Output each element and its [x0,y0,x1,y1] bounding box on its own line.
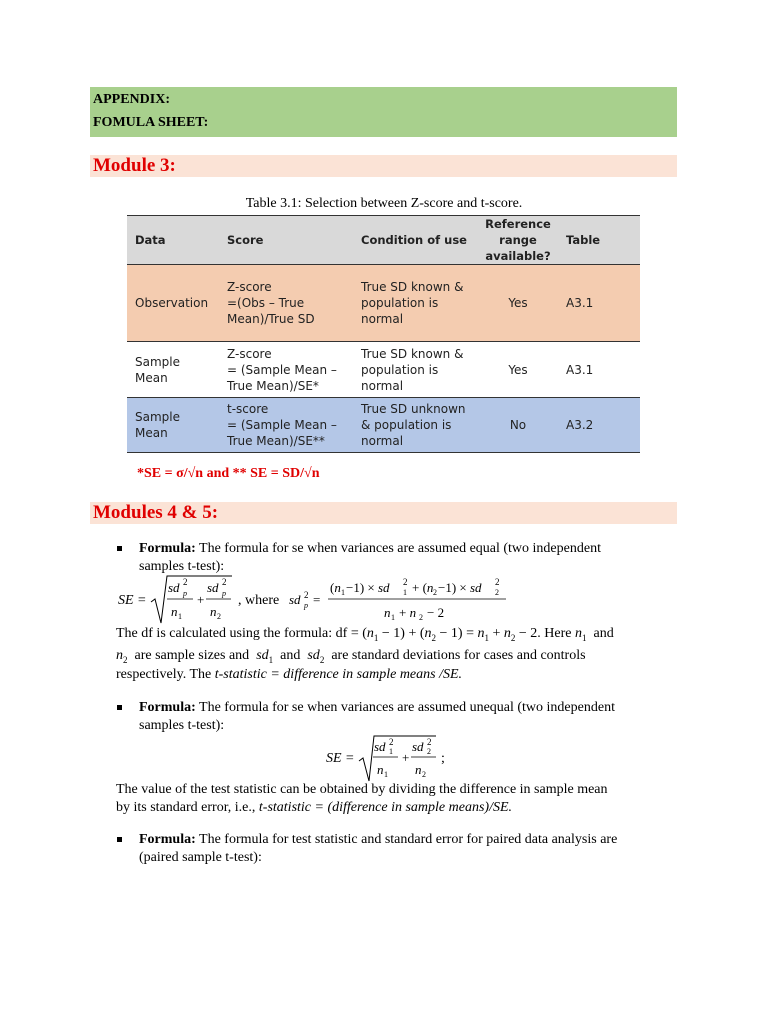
test-statistic-paragraph [116,781,686,817]
t-statistic-text: t-statistic = difference in sample means /SE. [214,667,463,682]
svg-text:2: 2 [183,577,188,587]
bullet1-text-line2: samples t-test): [139,559,225,574]
table-row [127,342,640,398]
svg-text:2: 2 [217,612,221,621]
bullet1-text-line1: The formula for se when variances are assumed equal (two independent [195,541,601,556]
cell-data: Observation [135,296,209,310]
svg-text:2: 2 [433,588,437,597]
svg-text:n: n [384,605,391,620]
svg-text:;: ; [441,751,445,766]
svg-text:sd: sd [412,739,424,754]
svg-text:n: n [377,762,384,777]
table-header-row [127,216,640,265]
appendix-title: APPENDIX: [93,92,170,107]
cell-table: A3.2 [566,418,594,432]
cell-condition: True SD known & population is normal [361,280,464,326]
header-condition: Condition of use [361,233,467,247]
pooled-se-formula [116,574,516,626]
formula-sheet-title: FOMULA SHEET: [93,115,209,130]
unpooled-se-formula [324,734,454,782]
cell-table: A3.1 [566,296,594,310]
cell-data: Sample Mean [135,354,180,385]
svg-text:2: 2 [422,770,426,779]
svg-text:2: 2 [419,613,423,622]
svg-text:2: 2 [495,588,499,597]
table-caption: Table 3.1: Selection between Z-score and t-score. [245,196,523,211]
cell-score: Z-score =(Obs – True Mean)/True SD [227,280,315,326]
and-text: and [280,648,301,663]
svg-text:sd: sd [207,580,219,595]
svg-text:+: + [402,750,410,765]
svg-text:1: 1 [178,612,182,621]
cell-data: Sample Mean [135,410,180,440]
svg-text:=: = [313,592,321,607]
cell-score: Z-score = (Sample Mean – True Mean)/SE* [227,346,337,393]
bullet3-text [139,831,684,867]
df-text: The df is calculated using the formula: df [116,626,348,641]
df-paragraph-line2: $n_2$ are sample sizes and $sd_1$ and $sd_2$ are standard deviations for cases and controls [116,648,586,665]
header-reference-line: Reference [485,217,551,231]
svg-text:2: 2 [389,737,394,747]
header-reference-line: range [499,233,537,247]
bullet2-label: Formula: [139,700,196,715]
svg-text:sd: sd [374,739,386,754]
svg-text:1: 1 [403,588,407,597]
bullet3-text-line1: The formula for test statistic and standard error for paired data analysis are [195,832,618,847]
bullet-marker [117,546,122,551]
cell-condition: True SD unknown & population is normal [361,402,466,448]
score-selection-table [127,215,640,453]
cell-reference: Yes [508,296,528,310]
svg-text:1: 1 [341,588,345,597]
se-lhs: SE = [118,593,147,608]
svg-text:2: 2 [427,747,431,756]
modules45-heading: Modules 4 & 5: [90,502,677,524]
svg-text:2: 2 [403,577,408,587]
std-dev-text: are standard deviations for cases and controls [331,648,586,663]
svg-text:p: p [222,589,226,598]
bullet3-text-line2: (paired sample t-test): [139,850,262,865]
sample-sizes-text: are sample sizes and [134,648,250,663]
cell-table: A3.1 [566,362,594,377]
header-reference-line: available? [485,249,551,263]
svg-text:2: 2 [304,590,309,600]
appendix-banner [90,87,677,137]
header-reference [478,216,558,265]
svg-text:+: + [197,592,205,607]
se-footnote: *SE = σ/√n and ** SE = SD/√n [137,466,320,481]
bullet-marker [117,705,122,710]
svg-text:1: 1 [384,770,388,779]
test-statistic-line2a: by its standard error, i.e., [116,800,259,815]
test-statistic-line1: The value of the test statistic can be obtained by dividing the difference in sample mean [116,782,608,797]
svg-text:p: p [304,601,308,610]
bullet-marker [117,837,122,842]
svg-text:+ n: + n [399,605,417,620]
svg-text:sd: sd [289,592,301,607]
cell-condition: True SD known & population is normal [361,346,464,393]
svg-text:+ (n: + (n [412,580,434,595]
svg-text:− 2: − 2 [427,605,445,620]
respectively-text: respectively. The [116,667,215,682]
cell-score: t-score = (Sample Mean – True Mean)/SE** [227,402,337,448]
header-table: Table [566,233,601,247]
bullet1-text [139,540,679,576]
svg-text:n: n [415,762,422,777]
header-score: Score [227,233,264,247]
table-row [127,265,640,342]
svg-text:1: 1 [391,613,395,622]
svg-text:−1) × sd: −1) × sd [438,580,482,595]
here-text: . Here [537,626,572,641]
svg-text:−1) × sd: −1) × sd [346,580,390,595]
svg-text:2: 2 [495,577,500,587]
bullet3-label: Formula: [139,832,196,847]
module3-heading: Module 3: [90,155,677,177]
bullet2-text-line2: samples t-test): [139,718,225,733]
table-row [127,398,640,453]
and-text: and [593,626,614,641]
svg-text:n: n [171,604,178,619]
cell-reference: Yes [508,362,528,377]
bullet2-text-line1: The formula for se when variances are assumed unequal (two independent [195,700,615,715]
svg-text:2: 2 [427,737,432,747]
svg-text:n: n [210,604,217,619]
header-data: Data [135,233,166,247]
svg-text:2: 2 [222,577,227,587]
df-paragraph-line1: The df is calculated using the formula: df = $(n_1 - 1) + (n_2 - 1) = n_1 + n_2 - 2$. Here $n_1$ and [116,626,614,643]
svg-text:sd: sd [168,580,180,595]
df-paragraph-line3 [116,666,678,684]
svg-text:1: 1 [389,747,393,756]
se-lhs: SE = [326,751,355,766]
bullet2-text [139,699,679,735]
where-text: , where [238,593,280,608]
svg-text:(n: (n [330,580,341,595]
svg-text:p: p [183,589,187,598]
test-statistic-line2b: t-statistic = (difference in sample means)/SE. [258,800,513,815]
cell-reference: No [509,418,527,432]
bullet1-label: Formula: [139,541,196,556]
